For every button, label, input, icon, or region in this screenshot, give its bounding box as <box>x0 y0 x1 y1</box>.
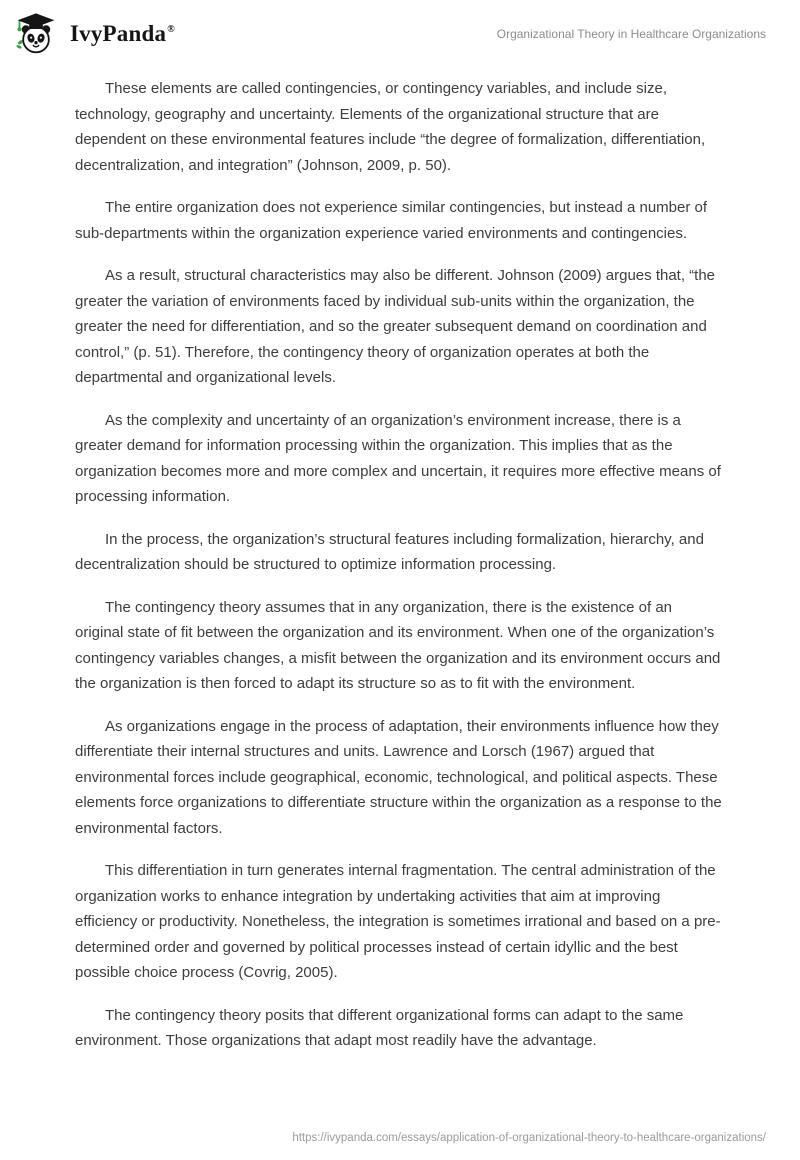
brand-name: IvyPanda <box>70 21 167 46</box>
paragraph: In the process, the organization’s structural features including formalization, hierarchy, and decentralization should be structured to optimize information processing. <box>75 530 704 573</box>
paragraph: The contingency theory assumes that in any organization, there is the existence of an original state of fit between the organization and its environment. When one of the organization’s contingency variables changes, a misfit between the organization and its environment occurs and the organization is then forced to adapt its structure so as to fit with the environment. <box>75 598 721 692</box>
paragraph: The entire organization does not experience similar contingencies, but instead a number of sub-departments within the organization experience varied environments and contingencies. <box>75 199 708 242</box>
paragraph: As organizations engage in the process of adaptation, their environments influence how they differentiate their internal structures and units. Lawrence and Lorsch (1967) argued that environmental forces include geographical, economic, technological, and political aspects. These elements force organizations to differentiate structure within the organization as a response to the environmental factors. <box>75 717 722 837</box>
registered-trademark: ® <box>167 24 175 36</box>
paragraph: These elements are called contingencies, or contingency variables, and include size, technology, geography and uncertainty. Elements of the organizational structure that are dependent on these environmental features include “the degree of formalization, differentiation, decentralization, and integration” (Johnson, 2009, p. 50). <box>75 80 706 174</box>
source-url: https://ivypanda.com/essays/application-of-organizational-theory-to-healthcare-organizations/ <box>292 1132 766 1144</box>
document-title: Organizational Theory in Healthcare Organizations <box>496 27 766 41</box>
paragraph: As a result, structural characteristics may also be different. Johnson (2009) argues that, “the greater the variation of environments faced by individual sub-units within the organization, the greater the need for differentiation, and so the greater subsequent demand on coordination and control,” (p. 51). Therefore, the contingency theory of organization operates at both the departmental and organizational levels. <box>75 267 716 386</box>
ivypanda-logo <box>14 12 175 56</box>
panda-graduation-cap-icon <box>14 12 58 56</box>
essay-body <box>0 58 800 1054</box>
page-header <box>0 0 800 58</box>
paragraph: This differentiation in turn generates internal fragmentation. The central administration of the organization works to enhance integration by undertaking activities that aim at improving efficiency or productivity. Nonetheless, the integration is sometimes irrational and based on a pre-determined order and governed by political processes instead of certain idyllic and the best possible choice process (Covrig, 2005). <box>75 862 721 981</box>
paragraph: As the complexity and uncertainty of an organization’s environment increase, there is a greater demand for information processing within the organization. This implies that as the organization becomes more and more complex and uncertain, it requires more effective means of processing information. <box>75 411 721 505</box>
paragraph: The contingency theory posits that different organizational forms can adapt to the same environment. Those organizations that adapt most readily have the advantage. <box>75 1006 684 1049</box>
brand-wordmark <box>70 21 175 47</box>
